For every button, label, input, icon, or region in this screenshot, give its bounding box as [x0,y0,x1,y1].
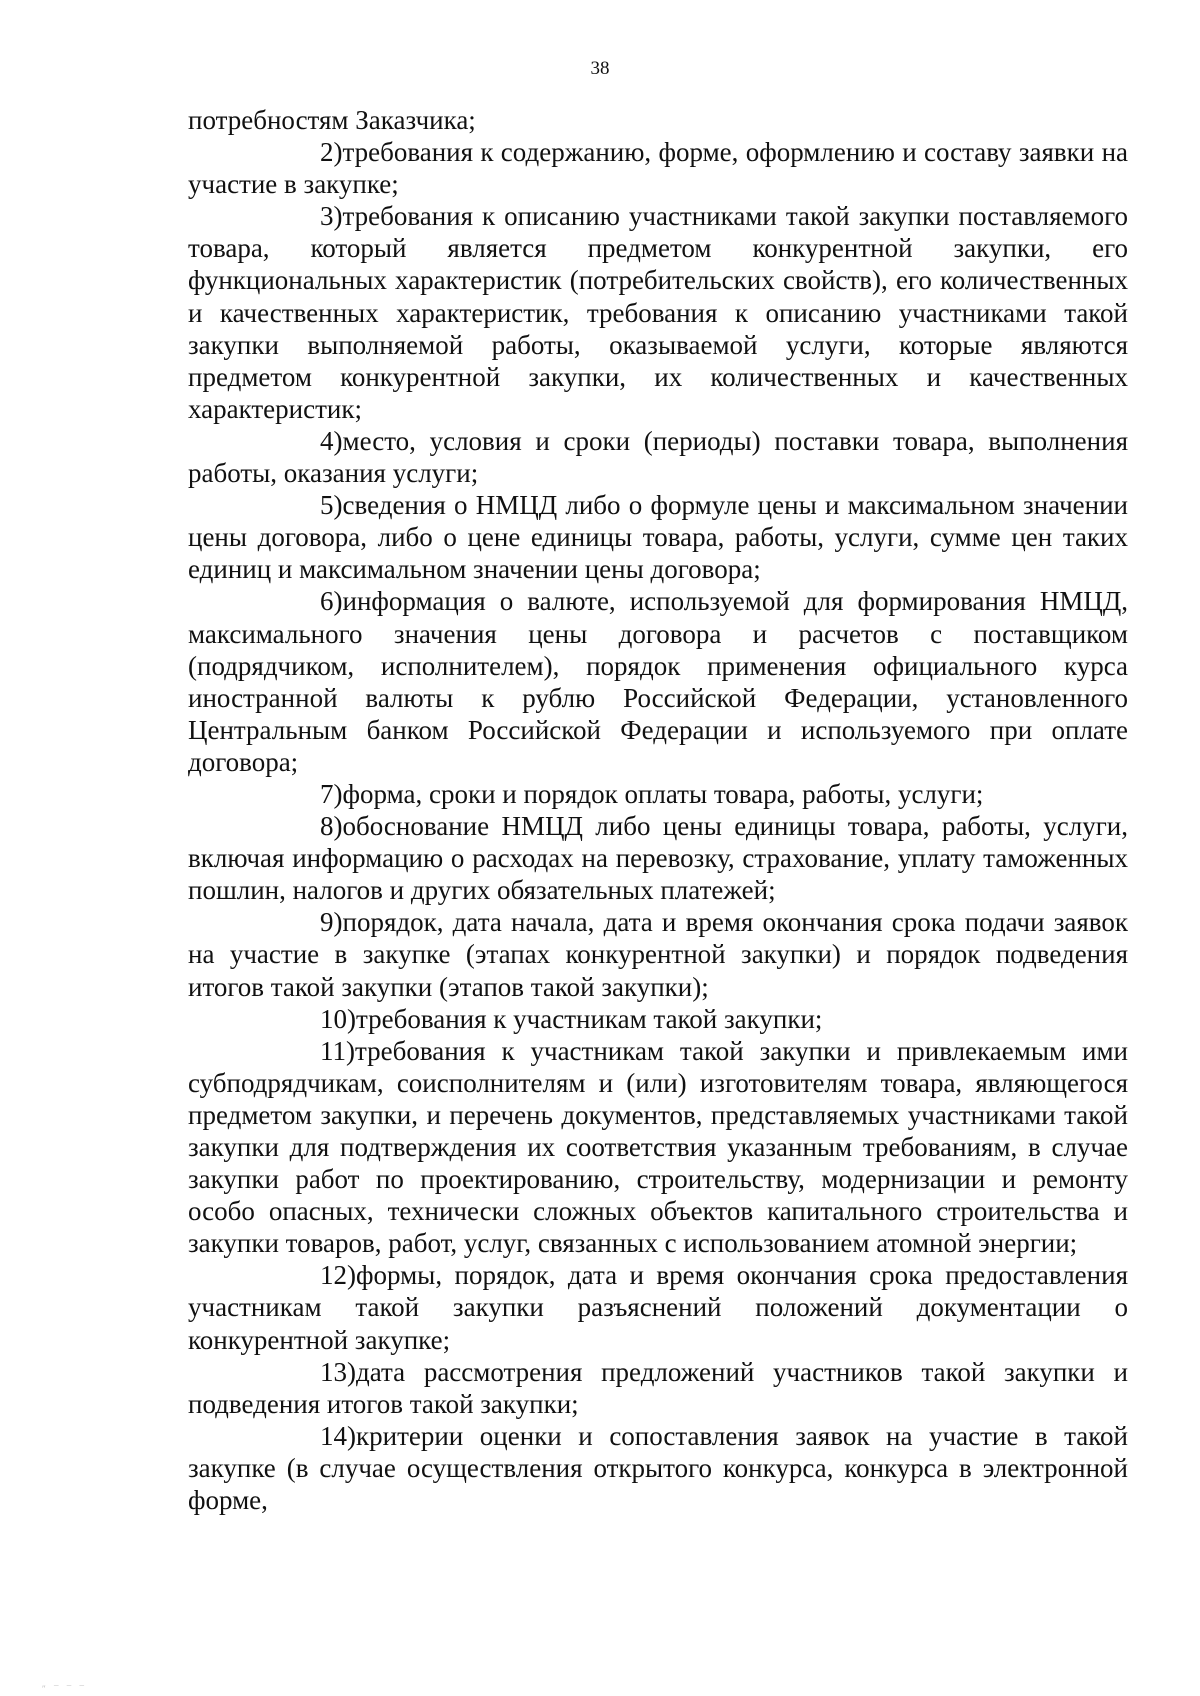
item-text: форма, сроки и порядок оплаты товара, работы, услуги; [342,778,984,809]
item-text: требования к содержанию, форме, оформлению и составу заявки на участие в закупке; [188,137,1128,200]
item-number: 8) [320,811,343,842]
item-number: 3) [320,201,343,232]
document-body [188,104,1128,1516]
list-item-7 [188,778,1128,810]
item-number: 4) [320,425,343,456]
item-number: 12) [320,1260,356,1291]
item-text: формы, порядок, дата и время окончания срока предоставления участникам такой закупки разъяснений положений документации о конкурентной закупке; [188,1260,1128,1355]
item-number: 6) [320,586,343,617]
item-text: обоснование НМЦД либо цены единицы товара, работы, услуги, включая информацию о расходах на перевозку, страхование, уплату таможенных пошлин, налогов и других обязательных платежей; [188,811,1128,906]
list-item-8 [188,810,1128,906]
list-item-10 [188,1003,1128,1035]
item-number: 13) [320,1356,356,1387]
list-item-13 [188,1356,1128,1420]
list-item-6 [188,585,1128,778]
page-number: 38 [590,58,610,79]
item-number: 5) [320,490,343,521]
item-text: критерии оценки и сопоставления заявок на участие в такой закупке (в случае осуществления открытого конкурса, конкурса в электронной форме, [188,1420,1128,1516]
item-number: 14) [320,1420,356,1451]
list-item-11 [188,1035,1128,1260]
scan-artifact: ″ ¯ ¯ ¯ [42,1684,87,1694]
item-number: 11) [320,1035,355,1066]
item-text: место, условия и сроки (периоды) поставки товара, выполнения работы, оказания услуги; [188,425,1128,489]
item-text: требования к участникам такой закупки; [356,1003,823,1034]
item-text: информация о валюте, используемой для формирования НМЦД, максимального значения цены договора и расчетов с поставщиком (подрядчиком, исполнителем), порядок применения официального курса иностранной валюты к рублю Российской Федерации, установленного Центральным банком Российской Федерации и используемого при оплате договора; [188,586,1128,777]
list-item-2 [188,136,1128,200]
item-text: сведения о НМЦД либо о формуле цены и максимальном значении цены договора, либо о цене единицы товара, работы, услуги, сумме цен таких единиц и максимальном значении цены договора; [188,490,1128,585]
item-number: 2) [320,137,343,168]
paragraph-continued: потребностям Заказчика; [188,105,476,135]
list-item-4 [188,425,1128,489]
list-item-9 [188,906,1128,1002]
item-text: дата рассмотрения предложений участников такой закупки и подведения итогов такой закупки; [188,1356,1128,1419]
item-number: 9) [320,907,343,938]
item-text: требования к описанию участниками такой закупки поставляемого товара, который является предметом конкурентной закупки, его функциональных характеристик (потребительских свойств), его количественных и качественных характеристик, требования к описанию участниками такой закупки выполняемой работы, оказываемой услуги, которые являются предметом конкурентной закупки, их количественных и качественных характеристик; [188,201,1128,424]
item-text: требования к участникам такой закупки и привлекаемым ими субподрядчикам, соисполнителям и (или) изготовителям товара, являющегося предметом закупки, и перечень документов, представляемых участниками такой закупки для подтверждения их соответствия указанным требованиям, в случае закупки работ по проектированию, строительству, модернизации и ремонту особо опасных, технически сложных объектов капитального строительства и закупки товаров, работ, услуг, связанных с использованием атомной энергии; [188,1035,1128,1259]
list-item-3 [188,200,1128,425]
list-item-12 [188,1259,1128,1355]
item-number: 7) [320,778,343,809]
list-item-5 [188,489,1128,585]
list-item-14 [188,1420,1128,1516]
item-number: 10) [320,1003,356,1034]
item-text: порядок, дата начала, дата и время окончания срока подачи заявок на участие в закупке (этапах конкурентной закупки) и порядок подведения итогов такой закупки (этапов такой закупки); [188,907,1128,1002]
